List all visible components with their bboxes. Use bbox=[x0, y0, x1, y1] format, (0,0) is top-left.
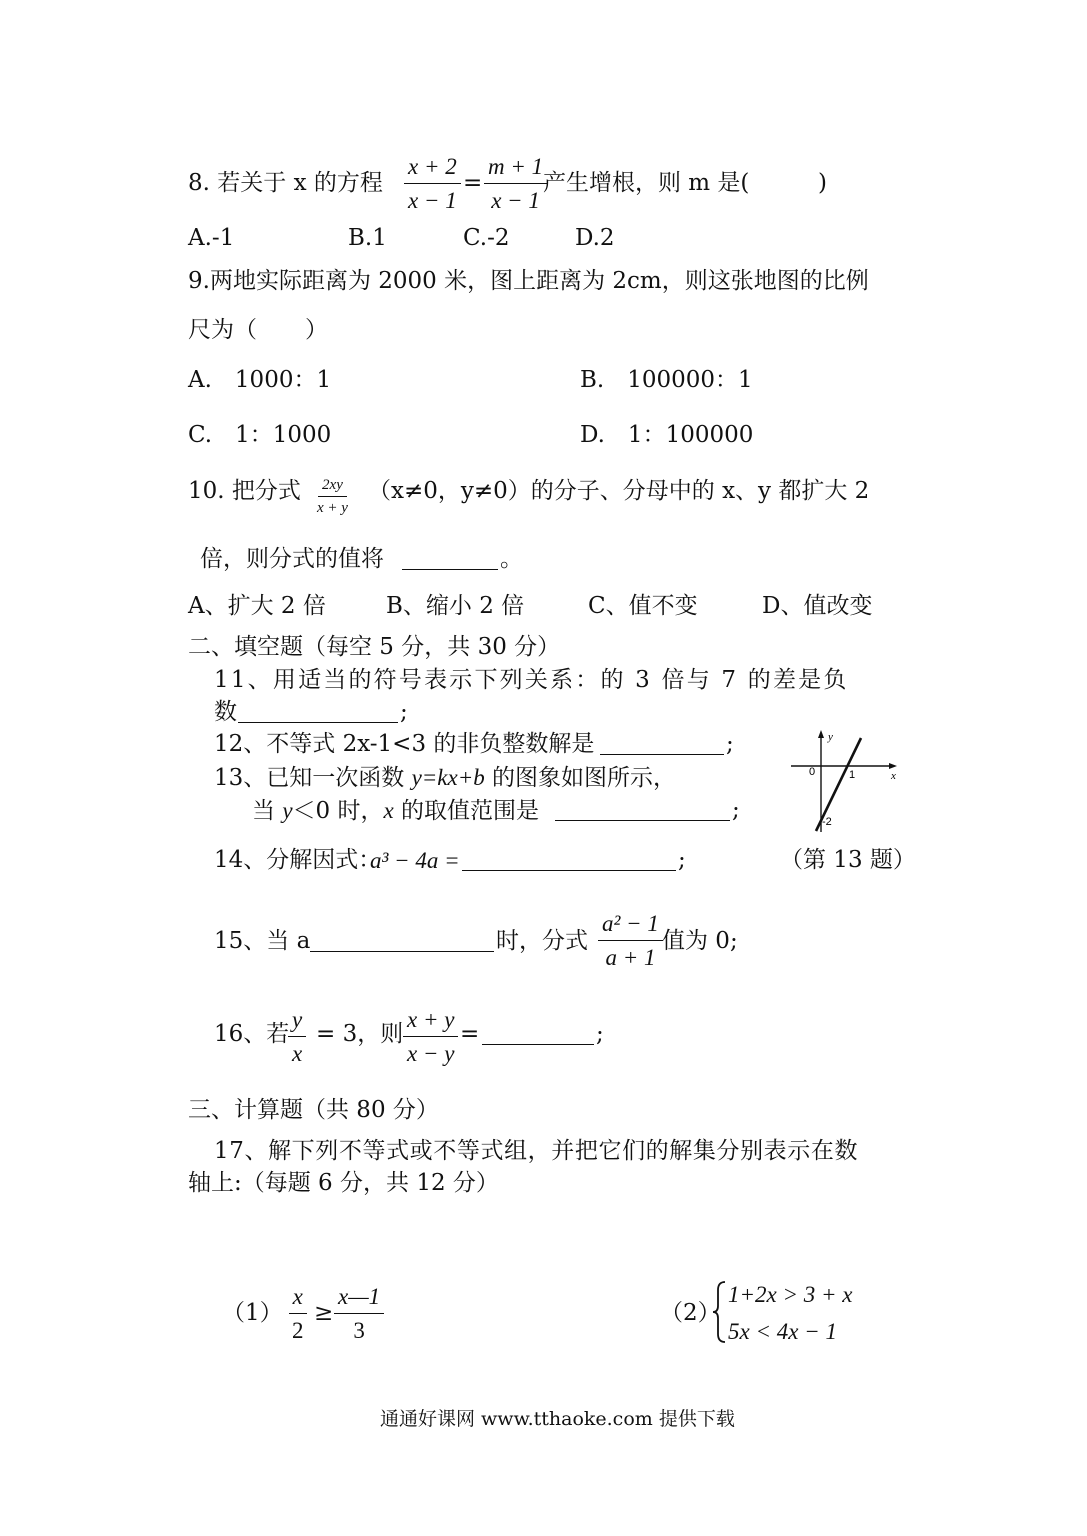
fraction-denominator: 2 bbox=[292, 1318, 304, 1343]
q14-expression: a³ − 4a = bbox=[370, 848, 460, 873]
q9-line-2: 尺为（ bbox=[188, 317, 257, 343]
fraction-denominator: x − 1 bbox=[491, 188, 540, 213]
q15-answer-blank[interactable] bbox=[370, 951, 494, 952]
q10-fraction bbox=[313, 478, 352, 516]
q8-equals: = bbox=[463, 170, 483, 196]
q16-fraction-1 bbox=[288, 1008, 306, 1065]
q17-part-2-line-1: 1+2x > 3 + x bbox=[728, 1282, 853, 1307]
q8-option-c: C.-2 bbox=[463, 225, 510, 251]
fraction-numerator: x—1 bbox=[334, 1285, 384, 1314]
section-3-title: 三、计算题（共 80 分） bbox=[188, 1097, 439, 1123]
fraction-denominator: a + 1 bbox=[605, 945, 656, 970]
fraction-denominator: x + y bbox=[317, 500, 348, 516]
q13-x-var: x bbox=[383, 798, 394, 823]
q14-end: ; bbox=[678, 847, 686, 873]
q10-option-d: D、值改变 bbox=[762, 593, 873, 619]
q8-fraction-1 bbox=[404, 155, 461, 212]
q12-end: ; bbox=[726, 731, 734, 757]
q17-part-1-label: （1） bbox=[222, 1300, 283, 1326]
q16-answer-blank[interactable] bbox=[482, 1044, 594, 1045]
q16-equals: = bbox=[460, 1021, 480, 1047]
q15-answer-blank-thin bbox=[310, 951, 370, 952]
q11-answer-blank[interactable] bbox=[238, 722, 398, 723]
q8-option-b: B.1 bbox=[348, 225, 387, 251]
fraction-denominator: 3 bbox=[353, 1318, 365, 1343]
fraction-numerator: y bbox=[288, 1008, 306, 1037]
q13-line-2-b: ＜0 时， bbox=[292, 798, 384, 824]
q9-option-b: B. 100000：1 bbox=[580, 367, 753, 393]
y-axis-label: y bbox=[828, 731, 833, 743]
q15-suffix: 值为 0; bbox=[662, 928, 738, 954]
q17-line-1: 17、解下列不等式或不等式组，并把它们的解集分别表示在数 bbox=[214, 1138, 859, 1164]
q9-line-2-close: ） bbox=[305, 317, 328, 343]
q14-answer-blank[interactable] bbox=[462, 870, 676, 871]
footer-text: 通通好课网 www.tthaoke.com 提供下载 bbox=[380, 1408, 735, 1430]
fraction-denominator: x − 1 bbox=[408, 188, 457, 213]
q12-answer-blank[interactable] bbox=[600, 754, 724, 755]
x-axis-label: x bbox=[891, 770, 896, 782]
q13-line-1-b: 的图象如图所示， bbox=[484, 765, 677, 791]
q14-prefix: 14、分解因式： bbox=[214, 847, 382, 873]
q15-mid: 时，分式 bbox=[496, 928, 588, 954]
q11-line-2: 数 bbox=[214, 699, 237, 725]
q13-function: y=kx+b bbox=[411, 765, 485, 790]
fraction-denominator: x − y bbox=[407, 1041, 455, 1066]
q13-line-1-a: 13、已知一次函数 bbox=[214, 765, 412, 791]
q16-prefix: 16、若 bbox=[214, 1021, 290, 1047]
q17-part-1-relation: ≥ bbox=[314, 1300, 334, 1326]
q13-line-2 bbox=[252, 799, 539, 823]
q13-answer-blank-bold bbox=[692, 820, 730, 821]
q9-line-1: 9.两地实际距离为 2000 米，图上距离为 2cm，则这张地图的比例 bbox=[188, 268, 869, 294]
q10-line-2-end: 。 bbox=[500, 546, 523, 572]
q12-text: 12、不等式 2x-1<3 的非负整数解是 bbox=[214, 731, 595, 757]
q17-part-2-label: （2） bbox=[660, 1300, 721, 1326]
fraction-numerator: 2xy bbox=[318, 478, 347, 497]
q13-line-1 bbox=[214, 766, 676, 790]
q13-caption: （第 13 题） bbox=[780, 847, 916, 873]
q10-line-2: 倍，则分式的值将 bbox=[200, 546, 384, 572]
fraction-numerator: a² − 1 bbox=[598, 912, 663, 941]
q16-mid: = 3，则 bbox=[316, 1021, 404, 1047]
q17-part-1-fraction-1 bbox=[288, 1285, 308, 1342]
section-2-title: 二、填空题（每空 5 分，共 30 分） bbox=[188, 634, 561, 660]
q16-fraction-2 bbox=[403, 1008, 458, 1065]
fraction-denominator: x bbox=[292, 1041, 303, 1066]
q13-line-2-a: 当 bbox=[252, 798, 283, 824]
q16-end: ; bbox=[596, 1021, 604, 1047]
q10-option-b: B、缩小 2 倍 bbox=[386, 593, 525, 619]
q10-option-c: C、值不变 bbox=[588, 593, 698, 619]
q13-graph bbox=[785, 728, 905, 838]
q11-end: ; bbox=[400, 699, 408, 725]
q9-option-d: D. 1：100000 bbox=[580, 422, 754, 448]
q10-answer-blank[interactable] bbox=[402, 569, 498, 570]
x-intercept-label: 1 bbox=[849, 769, 856, 781]
q13-y-var: y bbox=[282, 798, 293, 823]
fraction-numerator: x bbox=[289, 1285, 307, 1314]
q15-fraction bbox=[598, 912, 663, 969]
q10-option-a: A、扩大 2 倍 bbox=[188, 593, 326, 619]
q15-prefix: 15、当 a bbox=[214, 928, 311, 954]
q9-option-c: C. 1：1000 bbox=[188, 422, 332, 448]
y-intercept-label: -2 bbox=[822, 816, 832, 828]
fraction-numerator: x + 2 bbox=[404, 155, 461, 184]
q17-part-1-fraction-2 bbox=[334, 1285, 384, 1342]
q8-prefix: 8. 若关于 x 的方程 bbox=[188, 170, 383, 196]
q17-part-2-line-2: 5x < 4x − 1 bbox=[728, 1319, 837, 1344]
x-axis-arrow-icon bbox=[889, 763, 897, 769]
q13-line-2-c: 的取值范围是 bbox=[393, 798, 540, 824]
q11-line-1: 11、用适当的符号表示下列关系：的 3 倍与 7 的差是负 bbox=[214, 667, 849, 693]
q17-line-2: 轴上:（每题 6 分，共 12 分） bbox=[188, 1170, 499, 1196]
q8-option-d: D.2 bbox=[575, 225, 615, 251]
q10-prefix: 10. 把分式 bbox=[188, 478, 301, 504]
left-brace-icon bbox=[712, 1280, 728, 1344]
q8-option-a: A.-1 bbox=[188, 225, 235, 251]
origin-label: 0 bbox=[809, 766, 816, 778]
q8-suffix: 产生增根，则 m 是( bbox=[543, 170, 750, 196]
fraction-numerator: x + y bbox=[403, 1008, 458, 1037]
y-axis-arrow-icon bbox=[818, 730, 824, 738]
q13-end: ; bbox=[732, 797, 740, 823]
fraction-numerator: m + 1 bbox=[484, 155, 547, 184]
q8-fraction-2 bbox=[484, 155, 547, 212]
q10-suffix: （x≠0，y≠0）的分子、分母中的 x、y 都扩大 2 bbox=[368, 478, 870, 504]
q9-option-a: A. 1000：1 bbox=[188, 367, 332, 393]
q8-close-paren: ) bbox=[818, 170, 827, 196]
